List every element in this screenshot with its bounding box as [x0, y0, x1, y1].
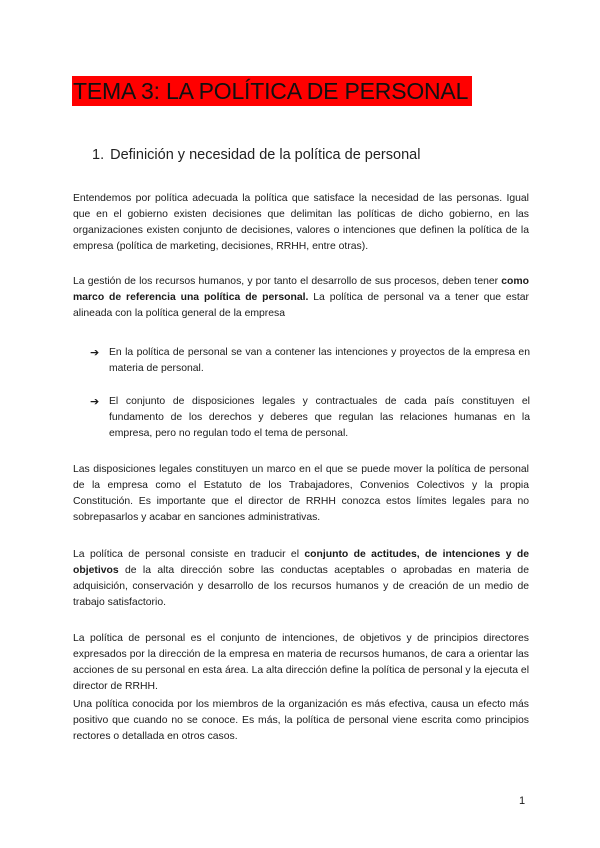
paragraph-2-text-a: La gestión de los recursos humanos, y por tanto el desarrollo de sus procesos, deben tener — [73, 276, 502, 287]
bullet-text: El conjunto de disposiciones legales y contractuales de cada país constituyen el fundamento de los derechos y deberes que regulan las relaciones humanas en la empresa, pero no regulan todo el tema de personal. — [109, 396, 530, 439]
paragraph-3: Las disposiciones legales constituyen un marco en el que se puede mover la política de personal de la empresa como el Estatuto de los Trabajadores, Convenios Colectivos y la propia Constitución. Es importante que el director de RRHH conozca estos límites legales para no sobrepasarlos y acabar en sanciones administrativas. — [73, 464, 529, 523]
paragraph-2 — [73, 274, 529, 322]
page-number: 1 — [519, 795, 526, 807]
document-title: TEMA 3: LA POLÍTICA DE PERSONAL — [72, 76, 472, 106]
section-heading-text: Definición y necesidad de la política de personal — [110, 147, 421, 163]
paragraph-1: Entendemos por política adecuada la política que satisface la necesidad de las personas. Igual que en el gobierno existen decisiones que delimitan las políticas de dicho gobierno, en las organizaciones existen conjunto de decisiones, valores o intenciones que definen la política de la empresa (política de marketing, decisiones, RRHH, entre otras). — [73, 193, 529, 252]
paragraph-4-text-c: de la alta dirección sobre las conductas aceptables o aprobadas en materia de adquisición, conservación y desarrollo de los recursos humanos y de creación de un medio de trabajo satisfactorio. — [73, 565, 529, 608]
bullet-item — [90, 394, 530, 442]
bullet-item — [90, 345, 530, 377]
bullet-text: En la política de personal se van a contener las intenciones y proyectos de la empresa en materia de personal. — [109, 347, 530, 374]
section-number: 1. — [92, 147, 105, 163]
arrow-bullet-icon: ➔ — [90, 347, 100, 359]
paragraph-4 — [73, 547, 529, 611]
arrow-bullet-icon: ➔ — [90, 396, 100, 408]
paragraph-4-bold: conjunto de actitudes, de intenciones y de objetivos — [73, 549, 529, 576]
paragraph-2-text-c: La política de personal va a tener que estar alineada con la política general de la empresa — [73, 292, 529, 319]
paragraph-5: La política de personal es el conjunto de intenciones, de objetivos y de principios directores expresados por la dirección de la empresa en materia de recursos humanos, de cara a orientar las acciones de su personal en esta área. La alta dirección define la política de personal y la ejecuta el director de RRHH. — [73, 633, 529, 692]
paragraph-6: Una política conocida por los miembros de la organización es más efectiva, causa un efecto más positivo que cuando no se conoce. Es más, la política de personal viene escrita como principios rectores o detallada en otros casos. — [73, 699, 529, 742]
paragraph-4-text-a: La política de personal consiste en traducir el — [73, 549, 305, 560]
paragraph-2-bold: como marco de referencia una política de personal. — [73, 276, 529, 303]
section-heading — [92, 147, 420, 163]
